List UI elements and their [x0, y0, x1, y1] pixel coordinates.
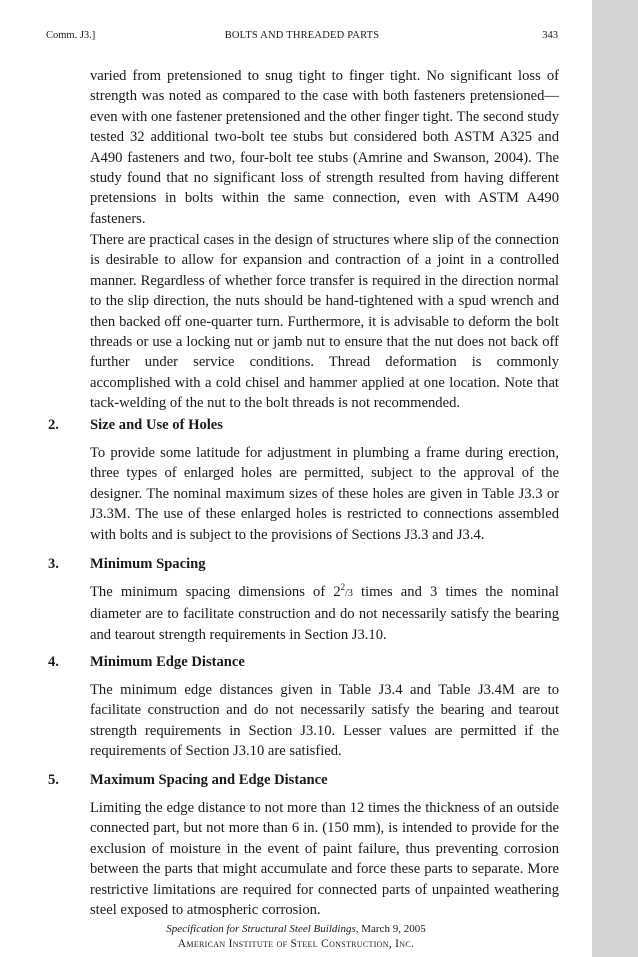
- fraction-whole: 2: [333, 584, 341, 600]
- section-heading: Maximum Spacing and Edge Distance: [90, 772, 328, 788]
- text-fragment: times and 3 times the nominal diameter are to facilitate construction and do not necessarily satisfy the bearing and tearout strength requirements in Section J3.10.: [90, 584, 559, 643]
- section-text: Limiting the edge distance to not more than 12 times the thickness of an outside connected part, but not more than 6 in. (150 mm), is intended to provide for the exclusion of moisture in the event of paint failure, thus preventing corrosion between the parts that might accumulate and force these parts to separate. More restrictive limitations are required for connected parts of unpainted weathering steel exposed to atmospheric corrosion.: [90, 800, 559, 919]
- section-text: To provide some latitude for adjustment in plumbing a frame during erection, three types of enlarged holes are permitted, subject to the approval of the designer. The nominal maximum sizes of these holes are given in Table J3.3 or J3.3M. The use of these enlarged holes is restricted to connections assembled with bolts and is subject to the provisions of Sections J3.3 and J3.4.: [90, 445, 559, 543]
- paragraph: varied from pretensioned to snug tight to finger tight. No significant loss of strength was noted as compared to the case with both fasteners pretensioned—even with one fastener pretensioned and the other finger tight. The second study tested 32 additional two-bolt tee stubs but considered both ASTM A325 and A490 fasteners and two, four-bolt tee stubs (Amrine and Swanson, 2004). The study found that no significant loss of strength resulted from having different pretensions in bolts within the same connection, even with ASTM A490 fasteners.: [90, 68, 559, 227]
- section-number: 2.: [48, 417, 59, 433]
- footer-spec-title: Specification for Structural Steel Buildings,: [166, 923, 359, 935]
- running-header: [46, 29, 558, 43]
- page-number: 343: [542, 30, 558, 41]
- section-number: 3.: [48, 556, 59, 572]
- footer-spec-line: [0, 922, 592, 937]
- footer-organization: American Institute of Steel Construction, Inc.: [177, 938, 415, 950]
- header-chapter-title: BOLTS AND THREADED PARTS: [224, 30, 380, 41]
- text-fragment: The minimum spacing dimensions of: [90, 584, 334, 600]
- section-heading: Minimum Spacing: [90, 556, 206, 572]
- section-number: 4.: [48, 654, 59, 670]
- footer-date: March 9, 2005: [358, 923, 426, 935]
- paragraph: There are practical cases in the design of structures where slip of the connection is desirable to allow for expansion and contraction of a joint in a controlled manner. Regardless of whether force transfer is required in the direction normal to the slip direction, the nuts should be hand-tightened with a spud wrench and then backed off one-quarter turn. Furthermore, it is advisable to deform the bolt threads or use a locking nut or jamb nut to ensure that the nut does not back off further under service conditions. Thread deformation is commonly accomplished with a cold chisel and hammer applied at one location. Note that tack-welding of the nut to the bolt threads is not recommended.: [90, 232, 559, 412]
- section-heading: Size and Use of Holes: [90, 417, 223, 433]
- section-text: The minimum spacing dimensions of $2^2/3$ times and 3 times the nominal diameter are to facilitate construction and do not necessarily satisfy the bearing and tearout strength requirements in Section J3.10.: [90, 582, 559, 643]
- side-margin-strip: [592, 0, 638, 957]
- header-section-ref: Comm. J3.]: [46, 30, 96, 41]
- fraction-denominator: 3: [347, 588, 353, 599]
- fraction-numerator: 2: [340, 582, 346, 593]
- section-heading: Minimum Edge Distance: [90, 654, 245, 670]
- section-text: The minimum edge distances given in Table J3.4 and Table J3.4M are to facilitate construction and do not necessarily satisfy the bearing and tearout strength requirements in Section J3.10. Lesser values are permitted if the requirements of Section J3.10 are satisfied.: [90, 682, 559, 760]
- section-number: 5.: [48, 772, 59, 788]
- running-footer: [0, 922, 592, 952]
